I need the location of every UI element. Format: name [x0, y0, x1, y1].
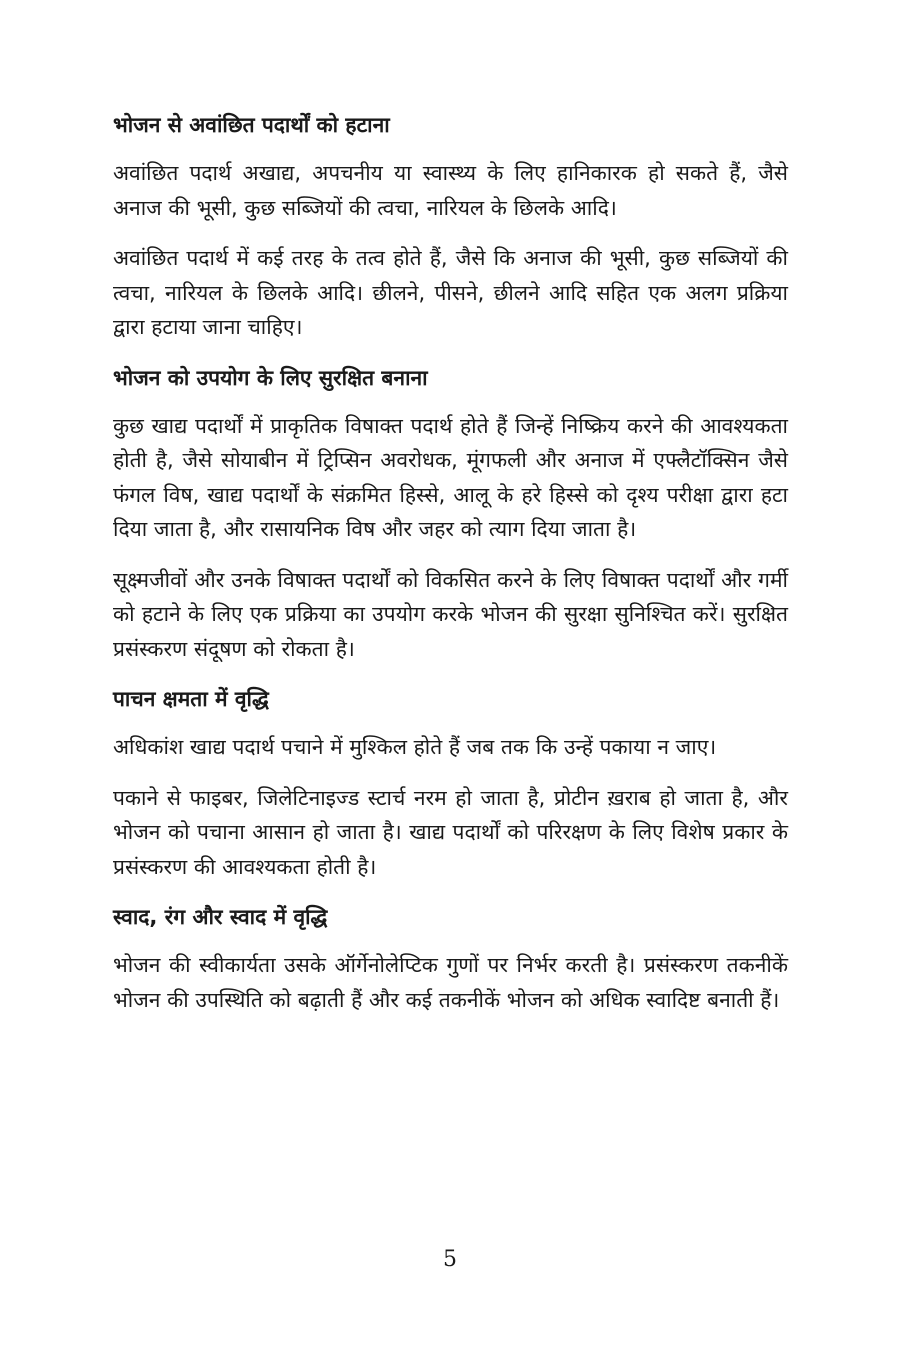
section-food-safety: [113, 361, 788, 667]
page-number: 5: [443, 1247, 457, 1272]
section-heading: स्वाद, रंग और स्वाद में वृद्धि: [113, 905, 328, 929]
section-heading: भोजन से अवांछित पदार्थों को हटाना: [113, 113, 390, 137]
section-heading: भोजन को उपयोग के लिए सुरक्षित बनाना: [113, 365, 428, 390]
paragraph: पकाने से फाइबर, जिलेटिनाइज्ड स्टार्च नरम हो जाता है, प्रोटीन ख़राब हो जाता है, और भोजन को पचाना आसान हो जाता है। खाद्य पदार्थों को परिरक्षण के लिए विशेष प्रकार के प्रसंस्करण की आवश्यकता होती है।: [113, 785, 788, 879]
paragraph: अधिकांश खाद्य पदार्थ पचाने में मुश्किल होते हैं जब तक कि उन्हें पकाया न जाए।: [113, 735, 717, 759]
section-remove-unwanted-substances: [113, 108, 788, 345]
paragraph: सूक्ष्मजीवों और उनके विषाक्त पदार्थों को विकसित करने के लिए विषाक्त पदार्थों और गर्मी को हटाने के लिए एक प्रक्रिया का उपयोग करके भोजन की सुरक्षा सुनिश्चित करें। सुरक्षित प्रसंस्करण संदूषण को रोकता है।: [113, 567, 788, 661]
section-taste-color: [113, 900, 788, 1017]
section-heading: पाचन क्षमता में वृद्धि: [113, 687, 269, 711]
section-digestibility: [113, 682, 788, 884]
paragraph: भोजन की स्वीकार्यता उसके ऑर्गेनोलेप्टिक गुणों पर निर्भर करती है। प्रसंस्करण तकनीकें भोजन की उपस्थिति को बढ़ाती हैं और कई तकनीकें भोजन को अधिक स्वादिष्ट बनाती हैं।: [113, 953, 788, 1012]
paragraph: अवांछित पदार्थ में कई तरह के तत्व होते हैं, जैसे कि अनाज की भूसी, कुछ सब्जियों की त्वचा, नारियल के छिलके आदि। छीलने, पीसने, छीलने आदि सहित एक अलग प्रक्रिया द्वारा हटाया जाना चाहिए।: [113, 246, 788, 339]
paragraph: कुछ खाद्य पदार्थों में प्राकृतिक विषाक्त पदार्थ होते हैं जिन्हें निष्क्रिय करने की आवश्यकता होती है, जैसे सोयाबीन में ट्रिप्सिन अवरोधक, मूंगफली और अनाज में एफ्लैटॉक्सिन जैसे फंगल विष, खाद्य पदार्थों के संक्रमित हिस्से, आलू के हरे हिस्से को दृश्य परीक्षा द्वारा हटा दिया जाता है, और रासायनिक विष और जहर को त्याग दिया जाता है।: [113, 413, 788, 541]
document-page: [113, 108, 788, 1033]
paragraph: अवांछित पदार्थ अखाद्य, अपचनीय या स्वास्थ्य के लिए हानिकारक हो सकते हैं, जैसे अनाज की भूसी, कुछ सब्जियों की त्वचा, नारियल के छिलके आदि।: [113, 161, 788, 220]
